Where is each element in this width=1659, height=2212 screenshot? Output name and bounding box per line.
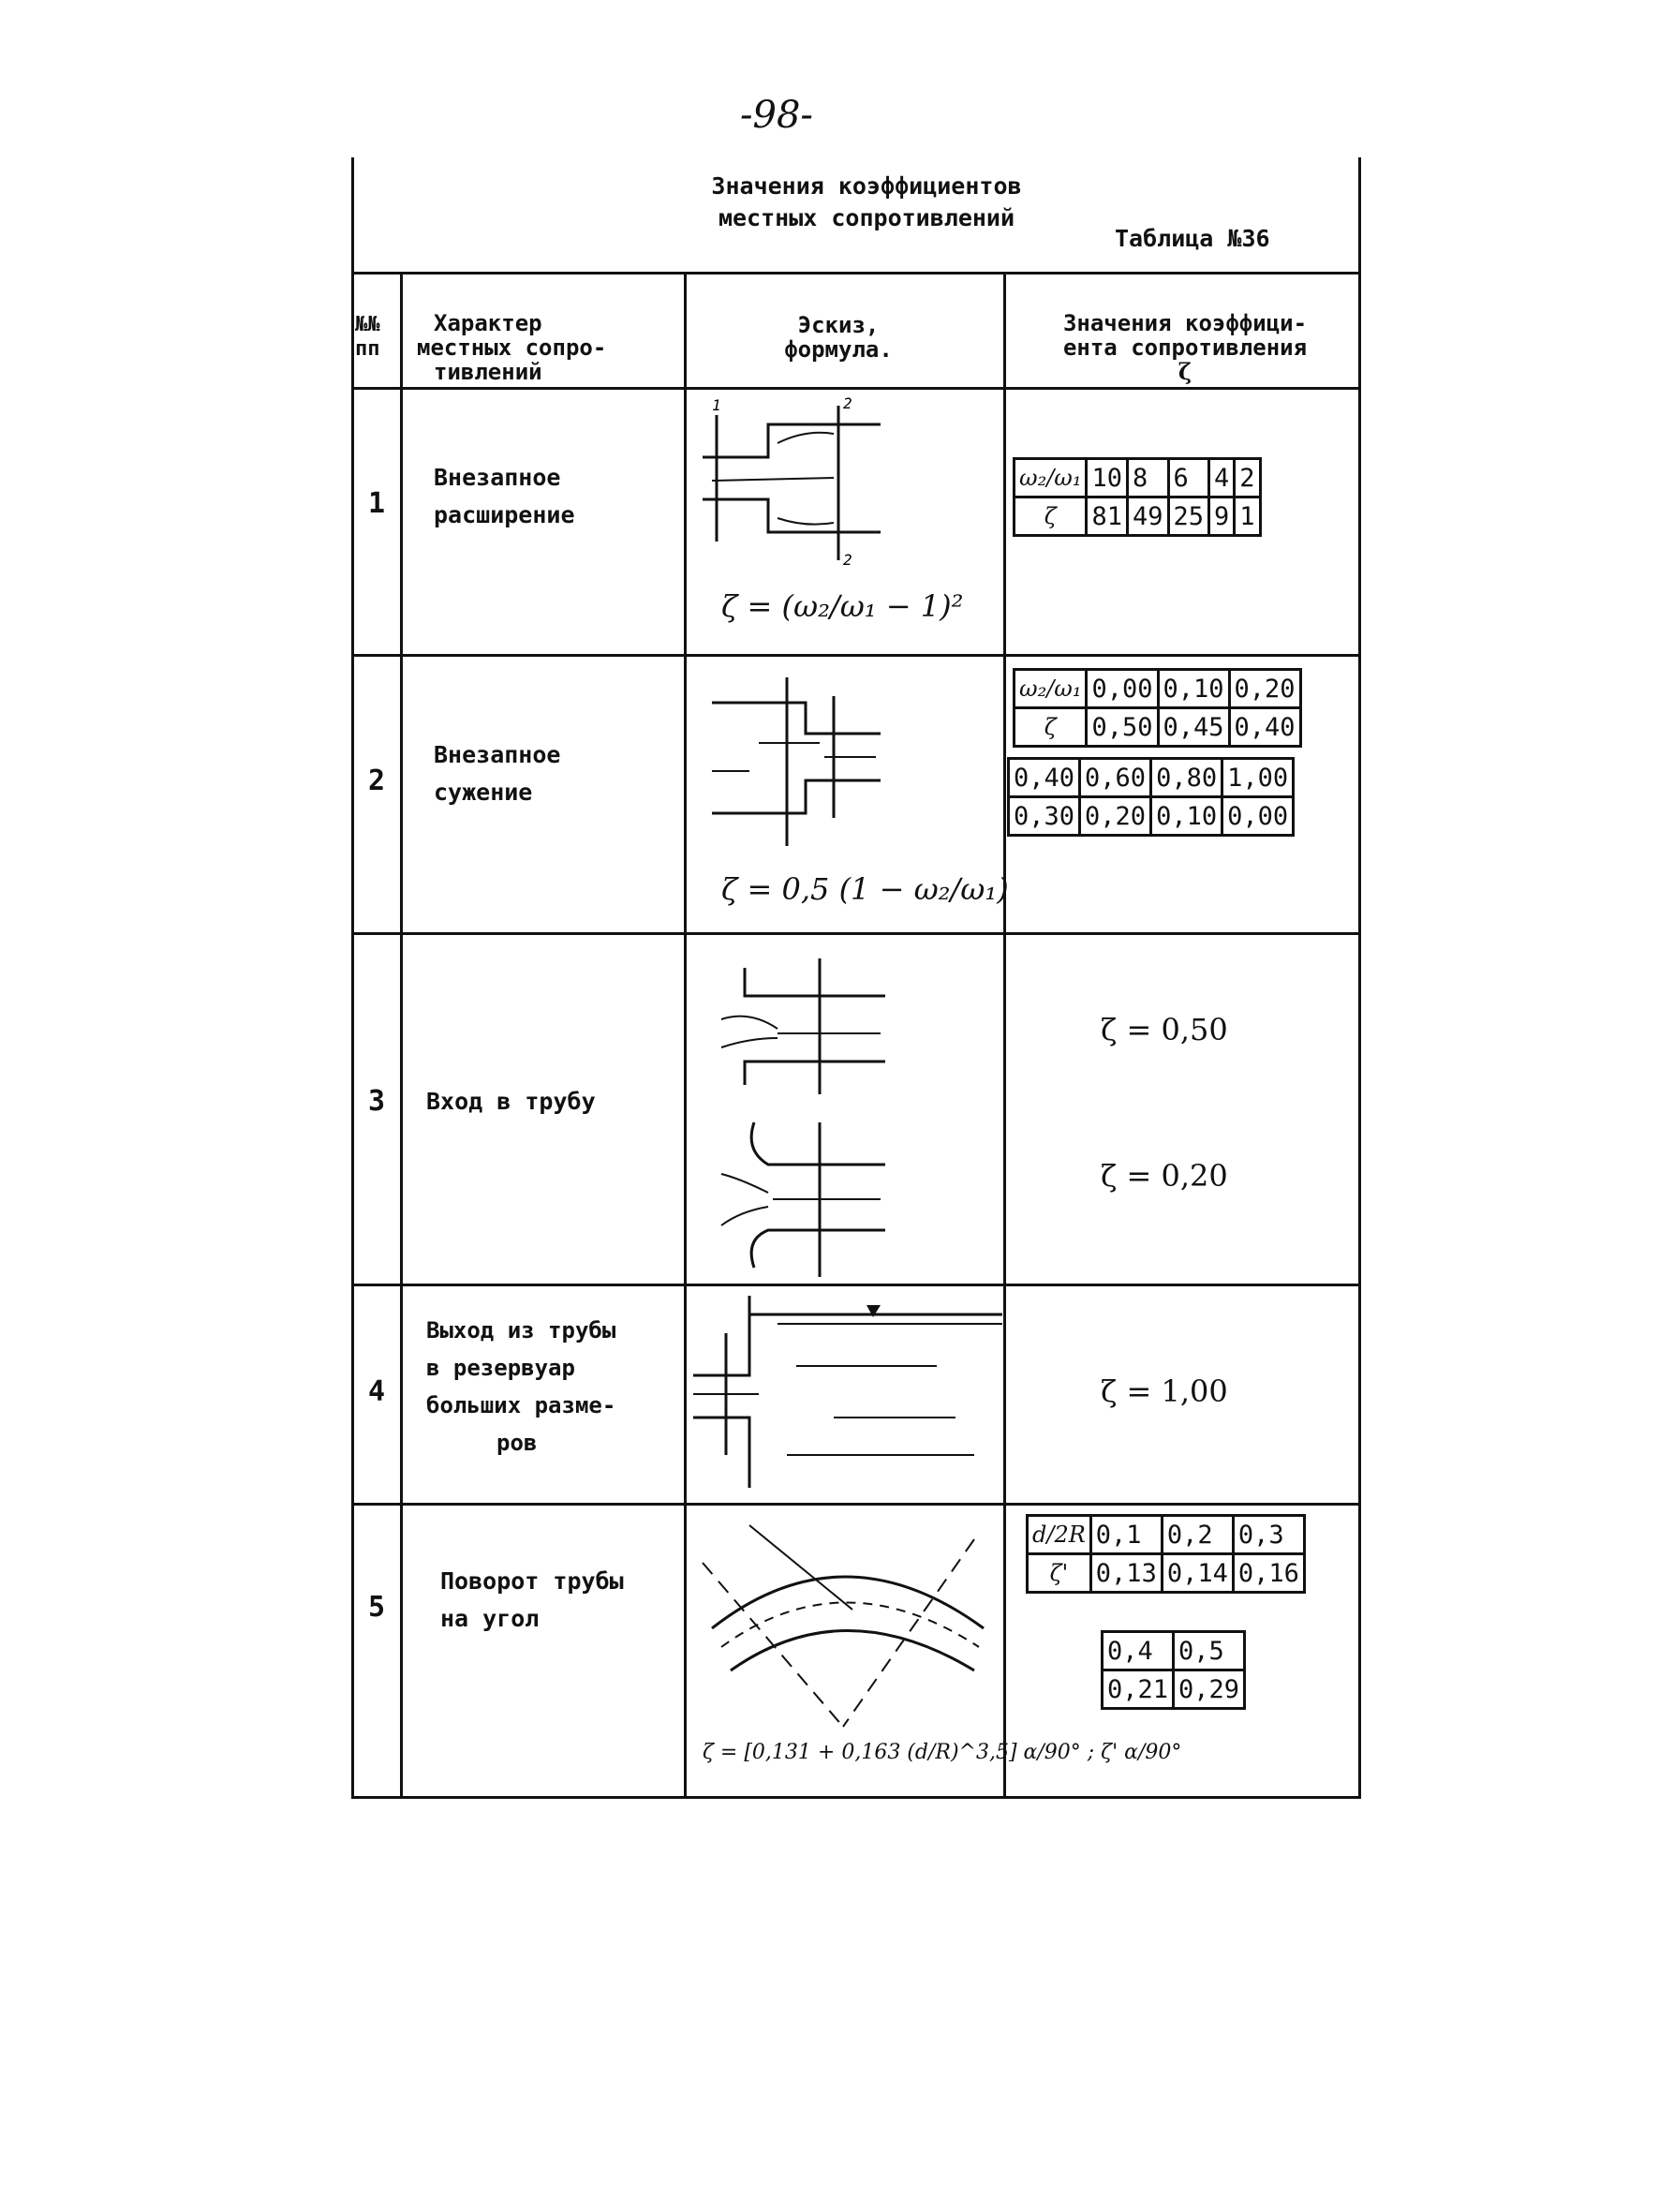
row-5-number: 5 — [367, 1591, 386, 1624]
header-character-line-1: Характер — [434, 310, 542, 336]
row-1-value-cell: 81 — [1087, 497, 1128, 536]
row-5-name — [440, 1563, 624, 1638]
row-2a-table-values — [1015, 708, 1301, 747]
header-num-line-1: №№ — [355, 313, 380, 336]
row-1-name — [434, 459, 575, 534]
row-2a-value-cell: 0,45 — [1158, 708, 1229, 747]
caption-divider — [351, 272, 1361, 275]
row-5-name-line-1: Поворот трубы — [440, 1567, 624, 1595]
row-5b-head-cell: 0,4 — [1103, 1632, 1174, 1670]
header-divider — [351, 387, 1361, 390]
row-4-name-line-1: Выход из трубы — [426, 1317, 616, 1344]
header-character — [417, 311, 606, 384]
row-4-name-line-3: больших разме- — [426, 1392, 616, 1418]
row-2b-head-cell: 1,00 — [1222, 759, 1294, 797]
row-4-name-line-2: в резервуар — [426, 1355, 575, 1381]
row-5-name-line-2: на угол — [440, 1605, 540, 1632]
pipe-bend-sketch — [693, 1507, 1002, 1731]
left-border — [351, 157, 354, 1799]
row-5b-value-cell: 0,21 — [1103, 1670, 1174, 1709]
col-line-2 — [684, 272, 687, 1799]
row-2b-head-cell: 0,40 — [1009, 759, 1080, 797]
row-2-formula: ζ = 0,5 (1 − ω₂/ω₁) — [721, 871, 1009, 907]
row-1-head-cell: 4 — [1209, 459, 1235, 497]
sudden-expansion-sketch — [693, 392, 1002, 570]
row-4-name — [426, 1312, 615, 1462]
svg-text:2: 2 — [843, 394, 852, 412]
row-2-name-line-2: сужение — [434, 779, 533, 806]
header-character-line-2: местных сопро- — [417, 334, 607, 361]
row-5a-value-cell: 0,14 — [1162, 1554, 1233, 1593]
row-2-number: 2 — [367, 765, 386, 797]
row-divider-3 — [351, 1284, 1361, 1286]
col-line-1 — [400, 272, 403, 1799]
row-2b-value-cell: 0,10 — [1151, 797, 1222, 836]
row-1-number: 1 — [367, 487, 386, 520]
caption-line-1: Значения коэффициентов — [711, 172, 1022, 200]
row-1-value-cell: 25 — [1168, 497, 1209, 536]
row-5a-head-cell: 0,2 — [1162, 1516, 1233, 1554]
row-2a-head-cell: 0,00 — [1087, 670, 1158, 708]
row-3-name-line-1: Вход в трубу — [426, 1088, 596, 1115]
row-2-coefficient-table-b — [1007, 757, 1295, 837]
pipe-entrance-sketch — [693, 944, 1002, 1282]
row-2b-head-cell: 0,60 — [1080, 759, 1151, 797]
row-1-zeta-symbol: ζ — [1015, 497, 1087, 536]
sudden-contraction-sketch — [693, 663, 1002, 851]
row-1-name-line-1: Внезапное — [434, 464, 561, 491]
row-5a-value-cell: 0,16 — [1233, 1554, 1304, 1593]
header-values-line-3: ζ — [1178, 358, 1192, 385]
row-2a-head-symbol: ω₂/ω₁ — [1015, 670, 1087, 708]
row-2b-table-values — [1009, 797, 1294, 836]
row-4-name-line-4: ров — [496, 1430, 538, 1456]
row-1-formula: ζ = (ω₂/ω₁ − 1)² — [721, 588, 964, 624]
page-number: -98- — [740, 94, 813, 137]
table-caption — [585, 171, 1148, 234]
row-2a-head-cell: 0,10 — [1158, 670, 1229, 708]
row-3-number: 3 — [367, 1085, 386, 1118]
row-4-value: ζ = 1,00 — [1101, 1373, 1228, 1409]
row-1-coefficient-table — [1013, 457, 1262, 537]
row-5a-table-head — [1028, 1516, 1305, 1554]
row-3-name — [426, 1083, 596, 1121]
bottom-border — [351, 1796, 1361, 1799]
header-sketch-line-2: формула. — [784, 336, 893, 363]
row-divider-1 — [351, 654, 1361, 657]
row-2b-value-cell: 0,20 — [1080, 797, 1151, 836]
row-5b-head-cell: 0,5 — [1174, 1632, 1245, 1670]
row-5b-table-values — [1103, 1670, 1245, 1709]
row-2a-table-head — [1015, 670, 1301, 708]
row-1-value-cell: 1 — [1235, 497, 1260, 536]
row-1-name-line-2: расширение — [434, 501, 575, 528]
row-5a-value-cell: 0,13 — [1090, 1554, 1162, 1593]
header-character-line-3: тивлений — [434, 359, 542, 385]
row-5-coefficient-table-b — [1101, 1630, 1246, 1710]
row-5b-value-cell: 0,29 — [1174, 1670, 1245, 1709]
row-divider-4 — [351, 1503, 1361, 1506]
row-2b-value-cell: 0,00 — [1222, 797, 1294, 836]
row-2b-value-cell: 0,30 — [1009, 797, 1080, 836]
caption-line-2: местных сопротивлений — [718, 204, 1015, 231]
header-num — [355, 313, 380, 362]
row-2b-head-cell: 0,80 — [1151, 759, 1222, 797]
row-5a-head-cell: 0,1 — [1090, 1516, 1162, 1554]
row-4-number: 4 — [367, 1375, 386, 1408]
row-1-value-cell: 49 — [1127, 497, 1168, 536]
svg-text:1: 1 — [712, 396, 721, 414]
row-2a-zeta-symbol: ζ — [1015, 708, 1087, 747]
table-label: Таблица №36 — [1115, 225, 1270, 252]
row-5-coefficient-table-a — [1026, 1514, 1306, 1594]
row-5a-zeta-symbol: ζ' — [1028, 1554, 1091, 1593]
row-5a-head-cell: 0,3 — [1233, 1516, 1304, 1554]
row-5a-table-values — [1028, 1554, 1305, 1593]
header-num-line-2: пп — [355, 337, 380, 361]
row-3-value-1: ζ = 0,50 — [1101, 1012, 1228, 1047]
header-values-line-1: Значения коэффици- — [1062, 310, 1308, 336]
row-1-head-symbol: ω₂/ω₁ — [1015, 459, 1087, 497]
row-2b-table-head — [1009, 759, 1294, 797]
row-2a-head-cell: 0,20 — [1229, 670, 1300, 708]
row-5b-table-head — [1103, 1632, 1245, 1670]
row-1-head-cell: 8 — [1127, 459, 1168, 497]
row-3-value-2: ζ = 0,20 — [1101, 1158, 1228, 1194]
row-divider-2 — [351, 932, 1361, 935]
row-1-head-cell: 6 — [1168, 459, 1209, 497]
row-1-value-cell: 9 — [1209, 497, 1235, 536]
row-1-table-values — [1015, 497, 1261, 536]
row-1-head-cell: 2 — [1235, 459, 1260, 497]
row-2a-value-cell: 0,50 — [1087, 708, 1158, 747]
header-values — [1035, 311, 1335, 384]
row-2-name — [434, 736, 560, 811]
pipe-exit-sketch — [693, 1291, 1002, 1497]
row-2a-value-cell: 0,40 — [1229, 708, 1300, 747]
row-2-coefficient-table-a — [1013, 668, 1302, 748]
row-5a-head-symbol: d/2R — [1028, 1516, 1091, 1554]
row-2-name-line-1: Внезапное — [434, 741, 561, 768]
row-5-formula: ζ = [0,131 + 0,163 (d/R)^3,5] α/90° ; ζ' α/90° — [703, 1741, 1182, 1764]
header-sketch — [745, 313, 932, 362]
header-sketch-line-1: Эскиз, — [797, 312, 880, 338]
svg-text:2: 2 — [843, 551, 852, 569]
right-border — [1358, 157, 1361, 1799]
coefficient-table-sheet — [351, 157, 1361, 1799]
row-1-table-head — [1015, 459, 1261, 497]
row-1-head-cell: 10 — [1087, 459, 1128, 497]
header-values-line-2: ента сопротивления — [1062, 334, 1308, 361]
col-line-3 — [1003, 272, 1006, 1799]
